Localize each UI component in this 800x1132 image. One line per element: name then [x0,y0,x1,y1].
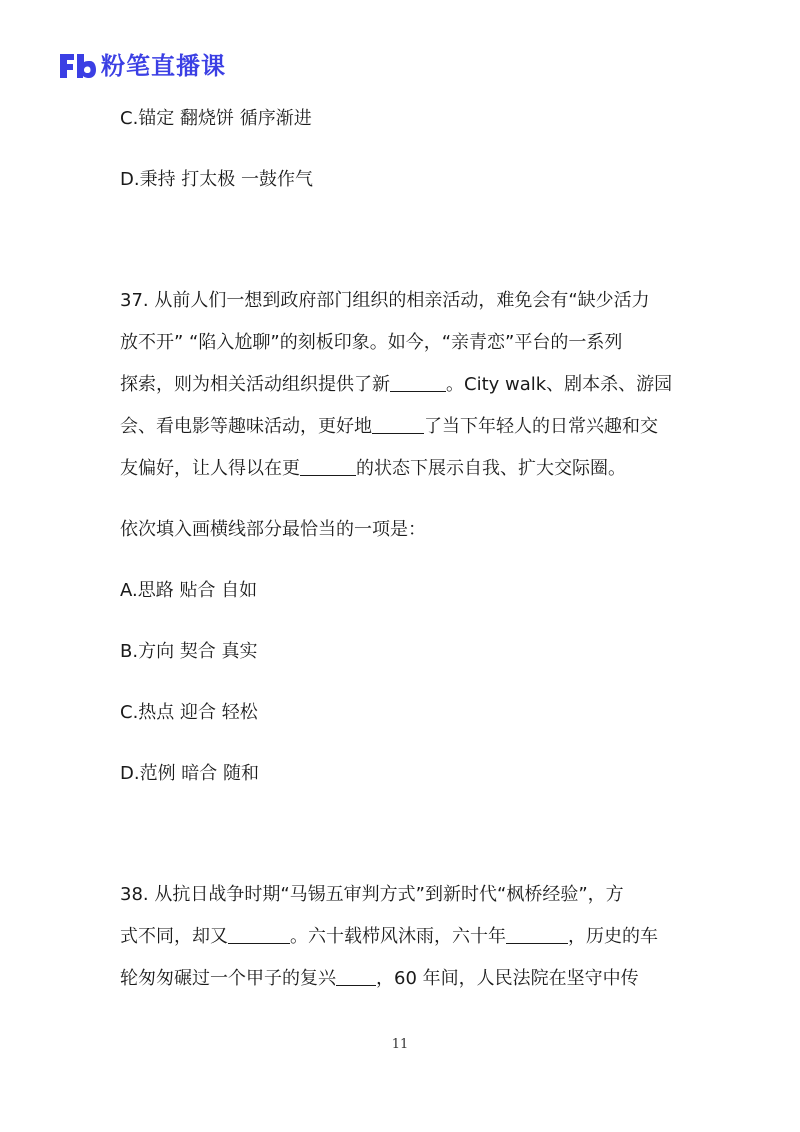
q37-text: 探索，则为相关活动组织提供了新 [120,374,390,395]
q37-stem-line-1: 37. 从前人们一想到政府部门组织的相亲活动，难免会有“缺少活力 [120,290,650,311]
answer-blank-1 [390,373,446,392]
q38-text: 。六十载栉风沐雨，六十年 [290,926,506,947]
page-number: 11 [391,1037,409,1052]
q37-prompt: 依次填入画横线部分最恰当的一项是： [120,519,426,540]
q37-text: 会、看电影等趣味活动，更好地 [120,416,372,437]
q37-option-c: C.热点 迎合 轻松 [120,702,258,723]
q37-stem-line-5 [120,457,680,481]
q38-text: 式不同，却又 [120,926,228,947]
q37-option-b: B.方向 契合 真实 [120,641,258,662]
answer-blank-2 [506,925,568,944]
answer-blank-1 [228,925,290,944]
q37-stem-line-4 [120,415,680,439]
q38-text: ，60 年间，人民法院在坚守中传 [376,968,639,989]
q36-option-d: D.秉持 打太极 一鼓作气 [120,169,314,190]
q37-option-a: A.思路 贴合 自如 [120,580,258,601]
q37-stem-line-2: 放不开” “陷入尬聊”的刻板印象。如今，“亲青恋”平台的一系列 [120,332,623,353]
q37-text: 的状态下展示自我、扩大交际圈。 [356,458,626,479]
q37-option-d: D.范例 暗合 随和 [120,763,260,784]
answer-blank-2 [372,415,424,434]
answer-blank-3 [300,457,356,476]
q38-stem-line-1: 38. 从抗日战争时期“马锡五审判方式”到新时代“枫桥经验”，方 [120,884,624,905]
brand-logo [57,50,226,82]
logo-text: 粉笔直播课 [101,52,226,80]
q37-text: 。City walk、剧本杀、游园 [446,374,673,395]
q38-stem-line-3 [120,967,680,991]
q38-text: ，历史的车 [568,926,658,947]
fenbi-logo-icon [57,50,97,82]
q37-text: 了当下年轻人的日常兴趣和交 [424,416,658,437]
q37-text: 友偏好，让人得以在更 [120,458,300,479]
answer-blank-3 [336,967,376,986]
q37-stem-line-3 [120,373,680,397]
q36-option-c: C.锚定 翻烧饼 循序渐进 [120,108,312,129]
q38-stem-line-2 [120,925,680,949]
q38-text: 轮匆匆碾过一个甲子的复兴 [120,968,336,989]
